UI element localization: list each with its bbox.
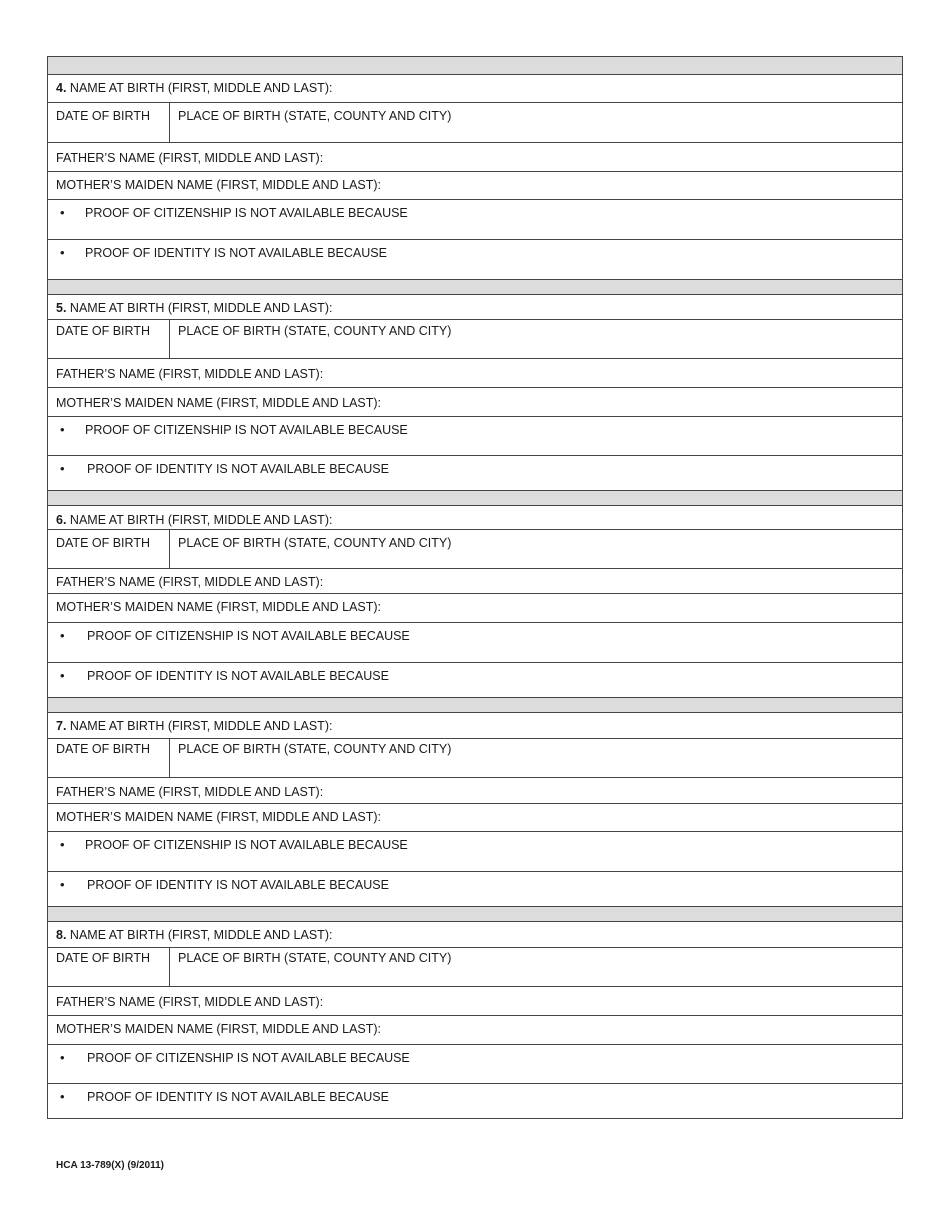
date-of-birth-field[interactable] (48, 320, 170, 358)
place-of-birth-field[interactable] (170, 103, 902, 142)
section-number: 5. (56, 301, 67, 315)
bullet-icon: • (60, 461, 65, 476)
identity-reason-field[interactable] (48, 240, 902, 280)
place-of-birth-label: PLACE OF BIRTH (STATE, COUNTY AND CITY) (178, 109, 452, 123)
name-at-birth-field[interactable] (48, 295, 902, 320)
bullet-icon: • (60, 245, 65, 260)
identity-reason-field[interactable] (48, 663, 902, 698)
date-of-birth-label: DATE OF BIRTH (56, 742, 150, 756)
date-of-birth-field[interactable] (48, 739, 170, 777)
mothers-maiden-name-field[interactable] (48, 388, 902, 417)
place-of-birth-label: PLACE OF BIRTH (STATE, COUNTY AND CITY) (178, 951, 452, 965)
name-at-birth-label: NAME AT BIRTH (FIRST, MIDDLE AND LAST): (66, 81, 333, 95)
place-of-birth-field[interactable] (170, 739, 902, 777)
identity-reason-field[interactable] (48, 1084, 902, 1118)
date-of-birth-label: DATE OF BIRTH (56, 536, 150, 550)
mothers-maiden-name-field[interactable] (48, 172, 902, 200)
mothers-maiden-name-label: MOTHER’S MAIDEN NAME (FIRST, MIDDLE AND LAST): (56, 178, 382, 192)
citizenship-reason-label: PROOF OF CITIZENSHIP IS NOT AVAILABLE BECAUSE (85, 206, 408, 220)
mothers-maiden-name-field[interactable] (48, 594, 902, 623)
fathers-name-field[interactable] (48, 359, 902, 388)
section-number: 8. (56, 928, 67, 942)
section-separator (48, 491, 902, 506)
mothers-maiden-name-label: MOTHER’S MAIDEN NAME (FIRST, MIDDLE AND LAST): (56, 1022, 382, 1036)
name-at-birth-field[interactable] (48, 506, 902, 530)
bullet-icon: • (60, 422, 65, 437)
section-separator (48, 907, 902, 922)
fathers-name-label: FATHER’S NAME (FIRST, MIDDLE AND LAST): (56, 995, 324, 1009)
mothers-maiden-name-label: MOTHER’S MAIDEN NAME (FIRST, MIDDLE AND LAST): (56, 810, 382, 824)
name-at-birth-field[interactable] (48, 713, 902, 739)
date-of-birth-label: DATE OF BIRTH (56, 324, 150, 338)
bullet-icon: • (60, 205, 65, 220)
section-separator (48, 698, 902, 713)
place-of-birth-label: PLACE OF BIRTH (STATE, COUNTY AND CITY) (178, 536, 452, 550)
birth-info-row (48, 530, 902, 569)
fathers-name-label: FATHER’S NAME (FIRST, MIDDLE AND LAST): (56, 151, 324, 165)
name-at-birth-label: NAME AT BIRTH (FIRST, MIDDLE AND LAST): (66, 928, 333, 942)
date-of-birth-field[interactable] (48, 530, 170, 568)
identity-reason-label: PROOF OF IDENTITY IS NOT AVAILABLE BECAUSE (87, 462, 389, 476)
bullet-icon: • (60, 668, 65, 683)
citizenship-reason-field[interactable] (48, 200, 902, 240)
name-at-birth-field[interactable] (48, 922, 902, 948)
section-number: 7. (56, 719, 67, 733)
bullet-icon: • (60, 1050, 65, 1065)
name-at-birth-label: NAME AT BIRTH (FIRST, MIDDLE AND LAST): (66, 719, 333, 733)
identity-reason-label: PROOF OF IDENTITY IS NOT AVAILABLE BECAUSE (87, 1090, 389, 1104)
citizenship-reason-label: PROOF OF CITIZENSHIP IS NOT AVAILABLE BECAUSE (87, 629, 410, 643)
bullet-icon: • (60, 628, 65, 643)
citizenship-reason-label: PROOF OF CITIZENSHIP IS NOT AVAILABLE BECAUSE (87, 1051, 410, 1065)
mothers-maiden-name-field[interactable] (48, 804, 902, 832)
name-at-birth-label: NAME AT BIRTH (FIRST, MIDDLE AND LAST): (66, 513, 333, 527)
person-section-6 (48, 491, 902, 698)
fathers-name-field[interactable] (48, 143, 902, 172)
mothers-maiden-name-field[interactable] (48, 1016, 902, 1045)
form-identifier: HCA 13-789(X) (9/2011) (56, 1160, 165, 1171)
mothers-maiden-name-label: MOTHER’S MAIDEN NAME (FIRST, MIDDLE AND LAST): (56, 396, 382, 410)
fathers-name-label: FATHER’S NAME (FIRST, MIDDLE AND LAST): (56, 367, 324, 381)
person-section-5 (48, 280, 902, 491)
place-of-birth-field[interactable] (170, 320, 902, 358)
section-separator (48, 57, 902, 75)
date-of-birth-label: DATE OF BIRTH (56, 951, 150, 965)
birth-info-row (48, 739, 902, 778)
place-of-birth-label: PLACE OF BIRTH (STATE, COUNTY AND CITY) (178, 742, 452, 756)
birth-info-row (48, 948, 902, 987)
citizenship-reason-field[interactable] (48, 623, 902, 663)
name-at-birth-label: NAME AT BIRTH (FIRST, MIDDLE AND LAST): (66, 301, 333, 315)
date-of-birth-field[interactable] (48, 948, 170, 986)
bullet-icon: • (60, 877, 65, 892)
birth-info-row (48, 320, 902, 359)
citizenship-reason-label: PROOF OF CITIZENSHIP IS NOT AVAILABLE BECAUSE (85, 423, 408, 437)
name-at-birth-field[interactable] (48, 75, 902, 103)
identity-reason-field[interactable] (48, 456, 902, 491)
section-number: 4. (56, 81, 67, 95)
citizenship-reason-field[interactable] (48, 1045, 902, 1084)
date-of-birth-field[interactable] (48, 103, 170, 142)
section-number: 6. (56, 513, 67, 527)
fathers-name-field[interactable] (48, 987, 902, 1016)
person-section-8 (48, 907, 902, 1118)
identity-reason-label: PROOF OF IDENTITY IS NOT AVAILABLE BECAUSE (85, 246, 387, 260)
fathers-name-field[interactable] (48, 569, 902, 594)
applicant-form-table (47, 56, 903, 1119)
date-of-birth-label: DATE OF BIRTH (56, 109, 150, 123)
place-of-birth-field[interactable] (170, 948, 902, 986)
citizenship-reason-field[interactable] (48, 832, 902, 872)
identity-reason-label: PROOF OF IDENTITY IS NOT AVAILABLE BECAUSE (87, 878, 389, 892)
fathers-name-field[interactable] (48, 778, 902, 804)
person-section-4 (48, 57, 902, 280)
fathers-name-label: FATHER’S NAME (FIRST, MIDDLE AND LAST): (56, 575, 324, 589)
mothers-maiden-name-label: MOTHER’S MAIDEN NAME (FIRST, MIDDLE AND LAST): (56, 600, 382, 614)
identity-reason-field[interactable] (48, 872, 902, 907)
section-separator (48, 280, 902, 295)
birth-info-row (48, 103, 902, 143)
bullet-icon: • (60, 837, 65, 852)
bullet-icon: • (60, 1089, 65, 1104)
citizenship-reason-field[interactable] (48, 417, 902, 456)
identity-reason-label: PROOF OF IDENTITY IS NOT AVAILABLE BECAUSE (87, 669, 389, 683)
citizenship-reason-label: PROOF OF CITIZENSHIP IS NOT AVAILABLE BECAUSE (85, 838, 408, 852)
fathers-name-label: FATHER’S NAME (FIRST, MIDDLE AND LAST): (56, 785, 324, 799)
place-of-birth-label: PLACE OF BIRTH (STATE, COUNTY AND CITY) (178, 324, 452, 338)
person-section-7 (48, 698, 902, 907)
place-of-birth-field[interactable] (170, 530, 902, 568)
